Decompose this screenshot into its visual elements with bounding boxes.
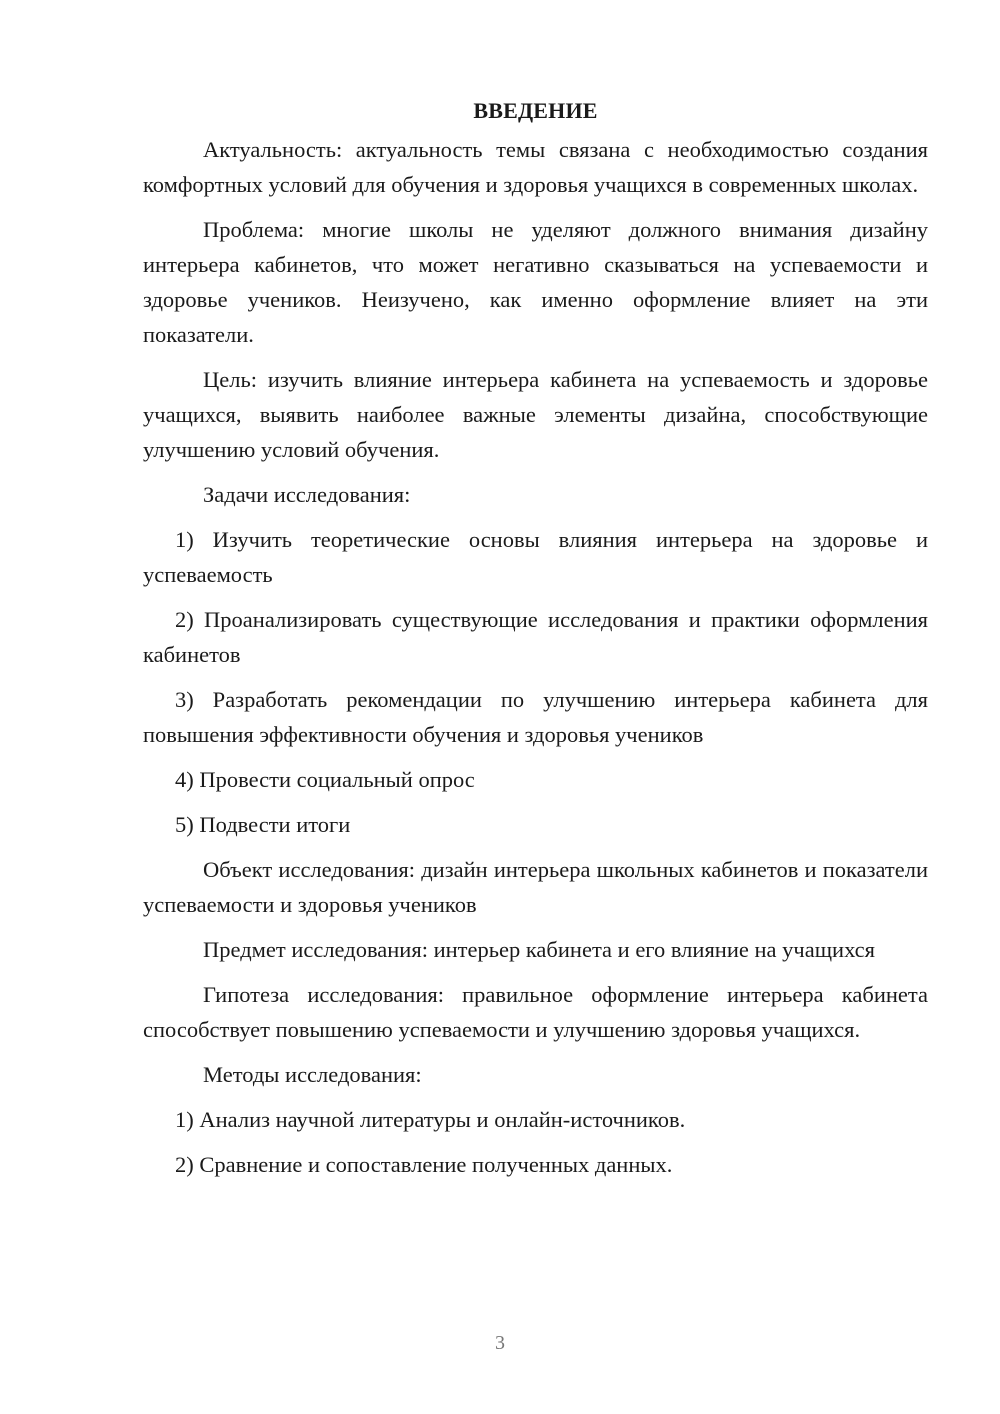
methods-heading: Методы исследования: bbox=[203, 1062, 422, 1087]
page-title: ВВЕДЕНИЕ bbox=[473, 98, 598, 123]
method-item: 2) Сравнение и сопоставление полученных данных. bbox=[175, 1152, 673, 1177]
method-item: 1) Анализ научной литературы и онлайн-источников. bbox=[175, 1107, 686, 1132]
goal-paragraph: Цель: изучить влияние интерьера кабинета на успеваемость и здоровье учащихся, выявить наиболее важные элементы дизайна, способствующие улучшению условий обучения. bbox=[143, 367, 928, 462]
object-paragraph: Объект исследования: дизайн интерьера школьных кабинетов и показатели успеваемости и здоровья учеников bbox=[143, 857, 928, 917]
task-item: 1) Изучить теоретические основы влияния интерьера на здоровье и успеваемость bbox=[143, 527, 928, 587]
subject-paragraph: Предмет исследования: интерьер кабинета и его влияние на учащихся bbox=[203, 937, 876, 962]
page-body bbox=[143, 90, 928, 1192]
problem-paragraph: Проблема: многие школы не уделяют должного внимания дизайну интерьера кабинетов, что может негативно сказываться на успеваемости и здоровье учеников. Неизучено, как именно оформление влияет на эти показатели. bbox=[143, 217, 928, 347]
task-item: 2) Проанализировать существующие исследования и практики оформления кабинетов bbox=[143, 607, 928, 667]
tasks-heading: Задачи исследования: bbox=[203, 482, 411, 507]
task-item: 3) Разработать рекомендации по улучшению интерьера кабинета для повышения эффективности обучения и здоровья учеников bbox=[143, 687, 928, 747]
hypothesis-paragraph: Гипотеза исследования: правильное оформление интерьера кабинета способствует повышению успеваемости и улучшению здоровья учащихся. bbox=[143, 982, 928, 1042]
task-item: 5) Подвести итоги bbox=[175, 812, 351, 837]
page-number: 3 bbox=[495, 1332, 505, 1354]
task-item: 4) Провести социальный опрос bbox=[175, 767, 475, 792]
relevance-paragraph: Актуальность: актуальность темы связана с необходимостью создания комфортных условий для обучения и здоровья учащихся в современных школах. bbox=[143, 137, 928, 197]
